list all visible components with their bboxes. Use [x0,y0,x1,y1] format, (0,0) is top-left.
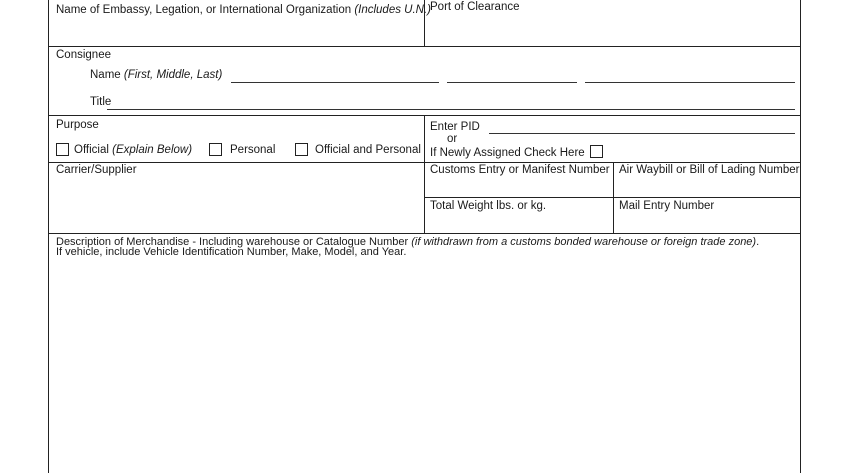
description-field[interactable] [49,260,800,473]
row-divider-4 [48,233,801,234]
row-divider-1 [48,46,801,47]
pid-enter-label: Enter PID [430,121,480,133]
embassy-field[interactable] [49,0,424,45]
consignee-title-label: Title [90,96,112,108]
mail-entry-field[interactable] [614,214,800,232]
customs-weight-divider [424,197,801,198]
description-label: Description of Merchandise - Including warehouse or Catalogue Number (if withdrawn from a customs bonded warehouse or foreign trade zone). [56,236,760,248]
purpose-official-checkbox[interactable] [56,143,69,156]
purpose-official-personal-checkbox[interactable] [295,143,308,156]
purpose-personal-checkbox[interactable] [209,143,222,156]
total-weight-field[interactable] [425,214,613,232]
consignee-title-field[interactable] [107,109,795,110]
purpose-official-label: Official (Explain Below) [74,144,193,156]
consignee-middle-name-field[interactable] [447,82,577,83]
mail-entry-label: Mail Entry Number [619,200,715,212]
consignee-last-name-field[interactable] [585,82,795,83]
pid-new-label: If Newly Assigned Check Here [430,147,585,159]
pid-new-checkbox[interactable] [590,145,603,158]
description-vehicle-label: If vehicle, include Vehicle Identification Number, Make, Model, and Year. [56,246,407,258]
port-of-clearance-label: Port of Clearance [430,1,520,13]
purpose-label: Purpose [56,119,99,131]
air-waybill-field[interactable] [614,178,800,196]
purpose-official-personal-label: Official and Personal [315,144,421,156]
carrier-label: Carrier/Supplier [56,164,137,176]
customs-entry-label: Customs Entry or Manifest Number [430,164,610,176]
pid-field[interactable] [489,133,795,134]
pid-or-label: or [447,133,458,145]
carrier-field[interactable] [49,163,424,233]
consignee-name-label: Name (First, Middle, Last) [90,69,223,81]
total-weight-label: Total Weight lbs. or kg. [430,200,547,212]
purpose-personal-label: Personal [230,144,276,156]
consignee-label: Consignee [56,49,111,61]
consignee-first-name-field[interactable] [231,82,439,83]
customs-entry-field[interactable] [425,178,613,196]
air-waybill-label: Air Waybill or Bill of Lading Number [619,164,800,176]
embassy-label: Name of Embassy, Legation, or International Organization (Includes U.N.) [56,4,431,16]
form-right-border [800,0,801,473]
port-of-clearance-field[interactable] [425,0,800,45]
